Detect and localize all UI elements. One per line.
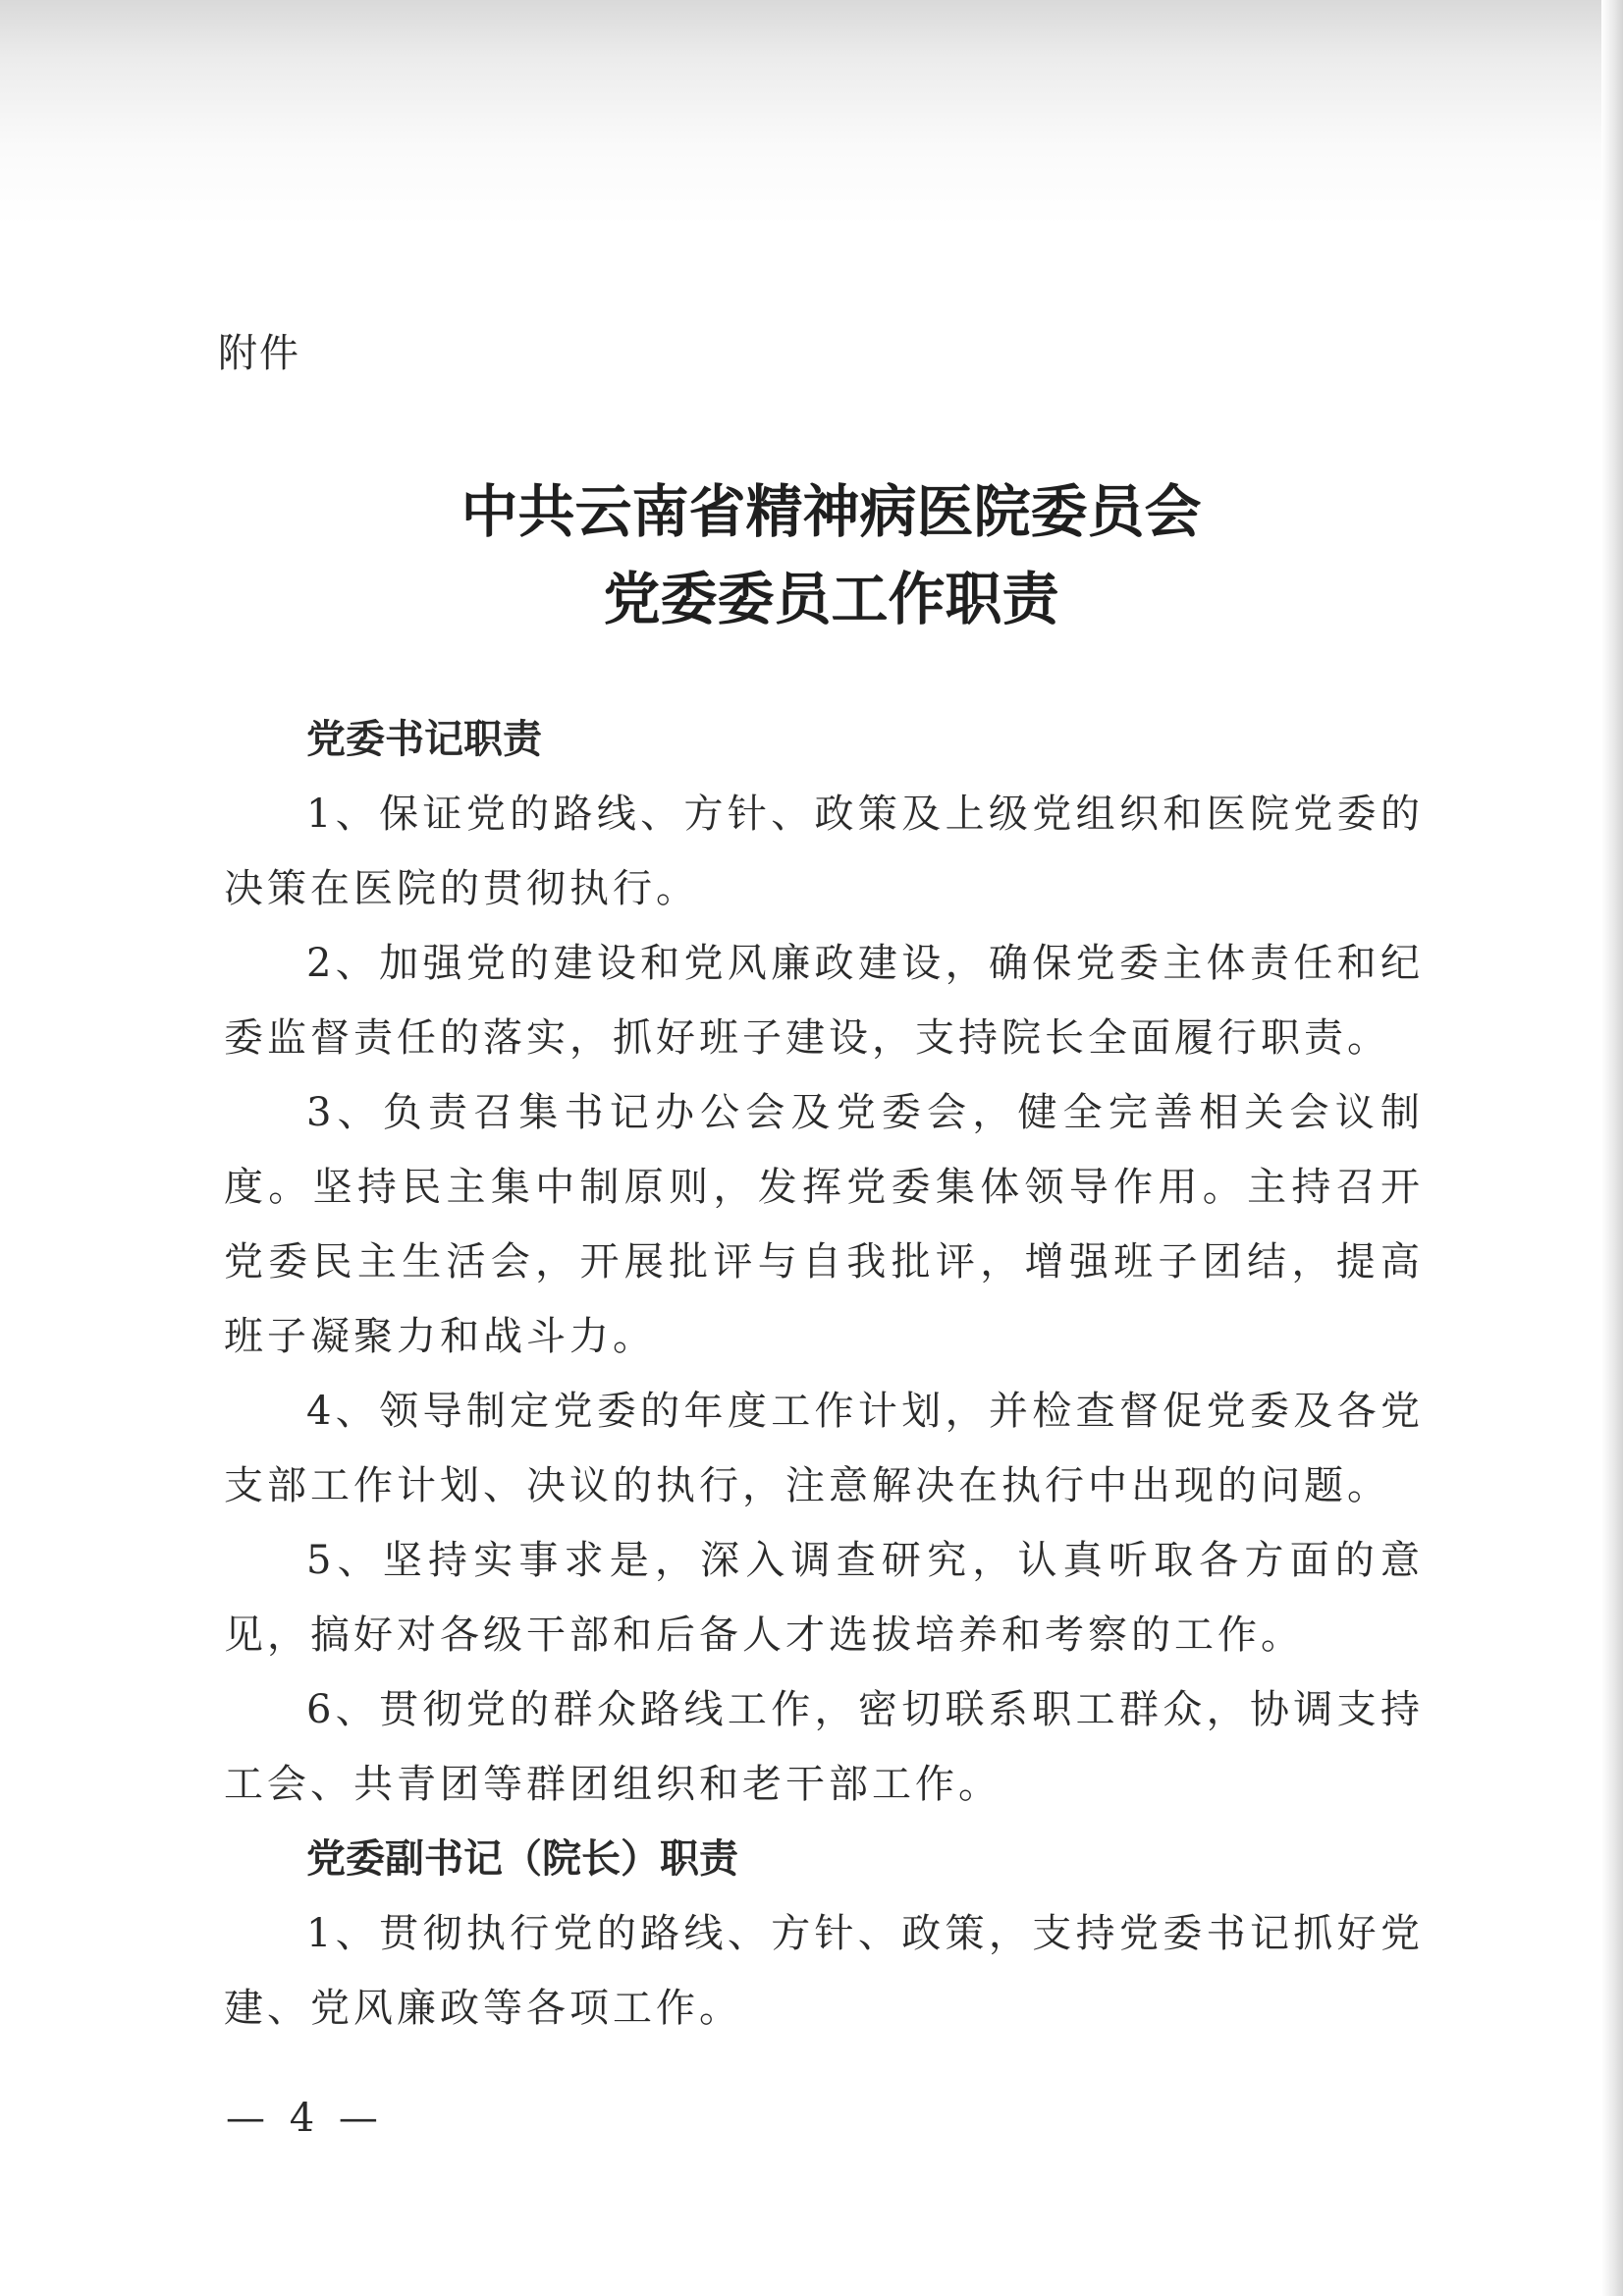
document-title-line-1: 中共云南省精神病医院委员会 — [460, 478, 1202, 545]
attachment-label: 附件 — [218, 331, 300, 376]
duty-item: 1、贯彻执行党的路线、方针、政策，支持党委书记抓好党建、党风廉政等各项工作。 — [224, 1911, 1424, 2031]
page-number: — 4 — — [226, 2096, 384, 2141]
duty-item: 6、贯彻党的群众路线工作，密切联系职工群众，协调支持工会、共青团等群团组织和老干部工作。 — [224, 1687, 1424, 1807]
duty-item: 2、加强党的建设和党风廉政建设，确保党委主体责任和纪委监督责任的落实，抓好班子建设，支持院长全面履行职责。 — [224, 941, 1424, 1061]
duty-item: 3、负责召集书记办公会及党委会，健全完善相关会议制度。坚持民主集中制原则，发挥党委集体领导作用。主持召开党委民主生活会，开展批评与自我批评，增强班子团结，提高班子凝聚力和战斗力。 — [224, 1090, 1424, 1359]
section-heading: 党委副书记（院长）职责 — [306, 1836, 738, 1882]
document-title-line-2: 党委委员工作职责 — [603, 566, 1059, 632]
duty-item: 5、坚持实事求是，深入调查研究，认真听取各方面的意见，搞好对各级干部和后备人才选拔培养和考察的工作。 — [224, 1538, 1424, 1658]
section-heading: 党委书记职责 — [306, 717, 542, 762]
section-deputy-secretary — [224, 1822, 1424, 2046]
duty-item: 4、领导制定党委的年度工作计划，并检查督促党委及各党支部工作计划、决议的执行，注意解决在执行中出现的问题。 — [224, 1389, 1424, 1508]
duty-item: 1、保证党的路线、方针、政策及上级党组织和医院党委的决策在医院的贯彻执行。 — [224, 792, 1424, 911]
document-body — [224, 702, 1424, 2046]
page-edge-shadow — [1601, 0, 1623, 2296]
section-secretary — [224, 702, 1424, 1822]
